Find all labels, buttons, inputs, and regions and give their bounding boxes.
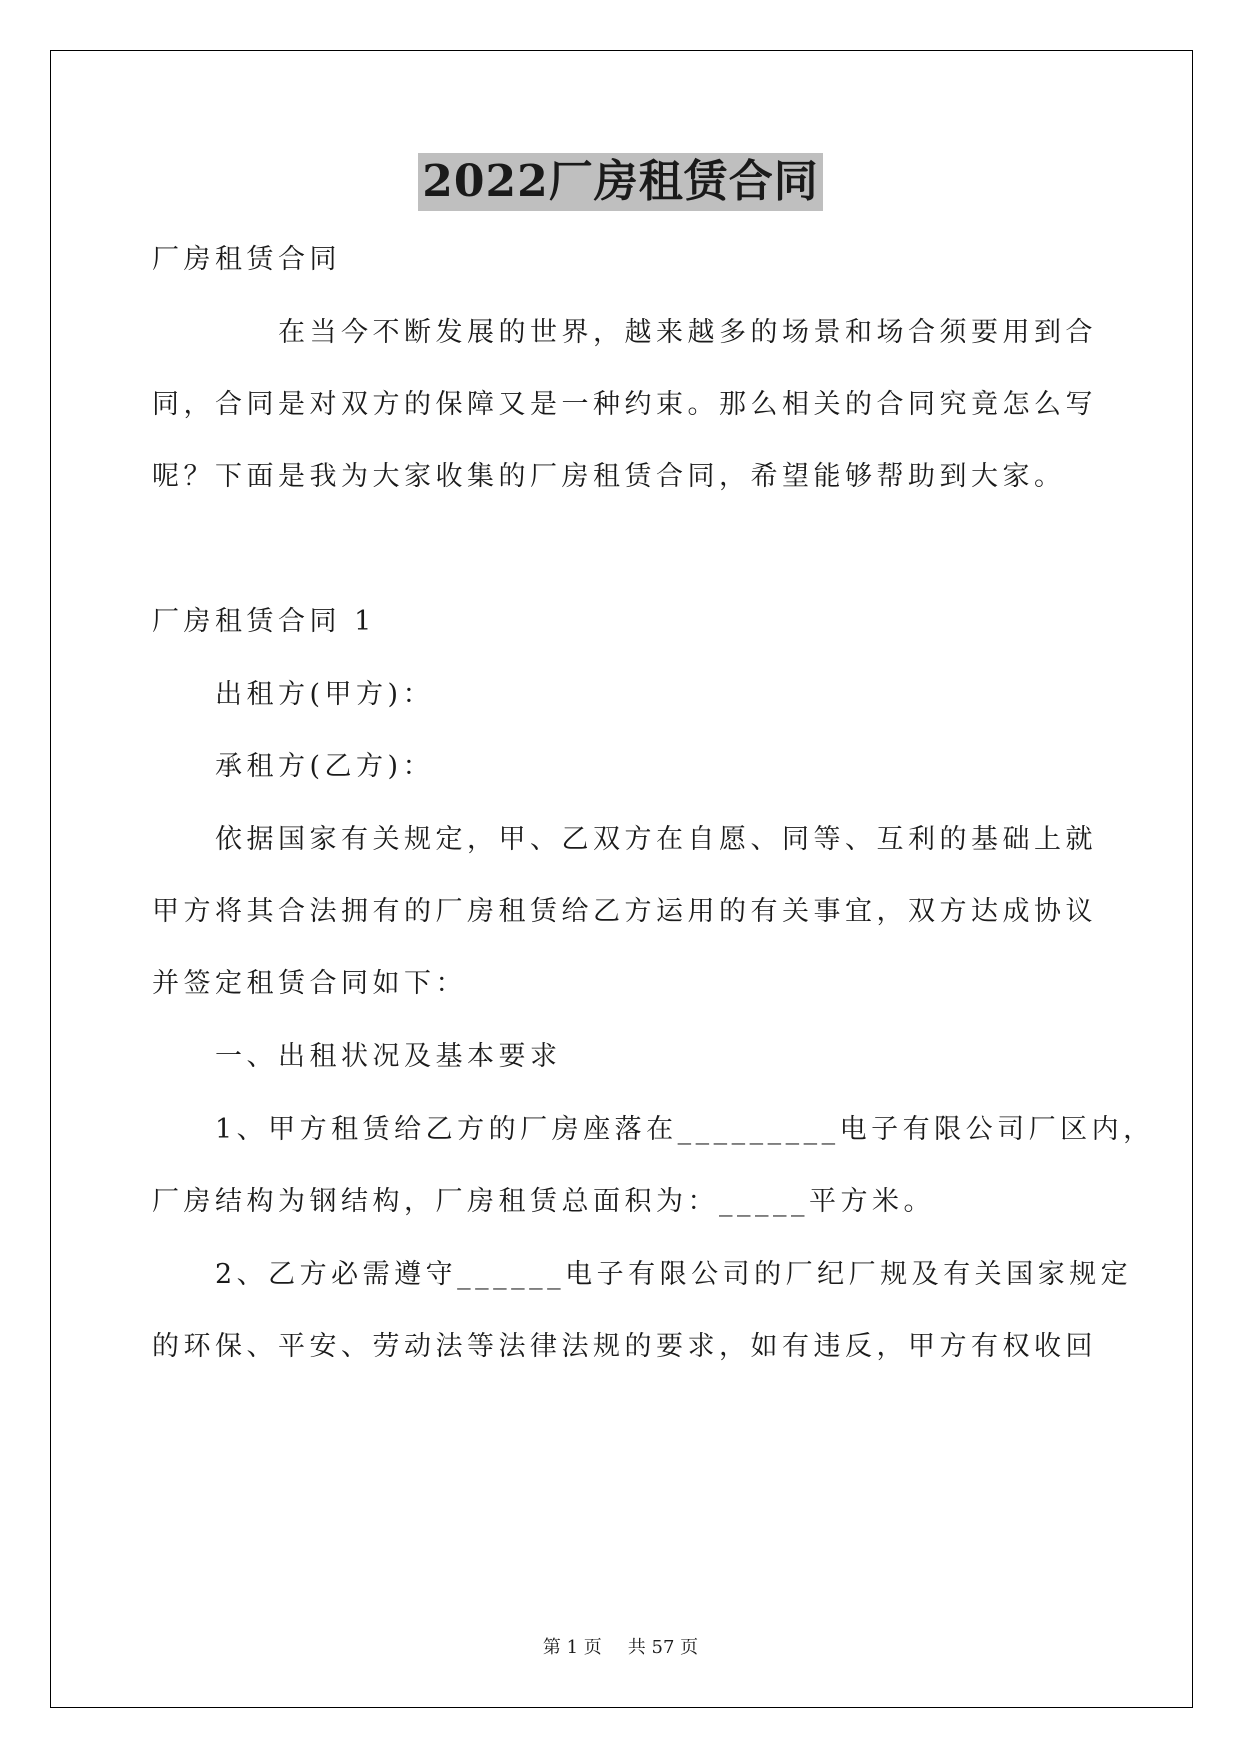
paragraph-line: 呢？下面是我为大家收集的厂房租赁合同，希望能够帮助到大家。: [152, 461, 1066, 492]
clause-line: 2、乙方必需遵守______电子有限公司的厂纪厂规及有关国家规定: [215, 1259, 1133, 1290]
clause-line: 厂房结构为钢结构，厂房租赁总面积为：_____平方米。: [152, 1186, 935, 1217]
section-heading: 厂房租赁合同: [152, 244, 341, 275]
lessee-line: 承租方(乙方)：: [215, 751, 435, 782]
paragraph-line: 并签定租赁合同如下：: [152, 968, 467, 999]
page-number: 第 1 页: [542, 1637, 602, 1658]
page-footer: [0, 1636, 1241, 1660]
page-border: [50, 50, 1193, 1708]
lessor-line: 出租方(甲方)：: [215, 679, 435, 710]
contract-heading: 厂房租赁合同 1: [152, 606, 376, 637]
paragraph-line: 甲方将其合法拥有的厂房租赁给乙方运用的有关事宜，双方达成协议: [152, 896, 1097, 927]
paragraph-line: 同，合同是对双方的保障又是一种约束。那么相关的合同究竟怎么写: [152, 389, 1097, 420]
paragraph-line: 在当今不断发展的世界，越来越多的场景和场合须要用到合: [278, 317, 1097, 348]
clause-line: 1、甲方租赁给乙方的厂房座落在_________电子有限公司厂区内，: [215, 1114, 1155, 1145]
page-total: 共 57 页: [627, 1637, 699, 1658]
document-title: 2022厂房租赁合同: [418, 153, 822, 211]
title-container: [0, 153, 1241, 211]
clause-heading: 一、出租状况及基本要求: [215, 1041, 562, 1072]
paragraph-line: 依据国家有关规定，甲、乙双方在自愿、同等、互利的基础上就: [215, 824, 1097, 855]
clause-line: 的环保、平安、劳动法等法律法规的要求，如有违反，甲方有权收回: [152, 1331, 1097, 1362]
